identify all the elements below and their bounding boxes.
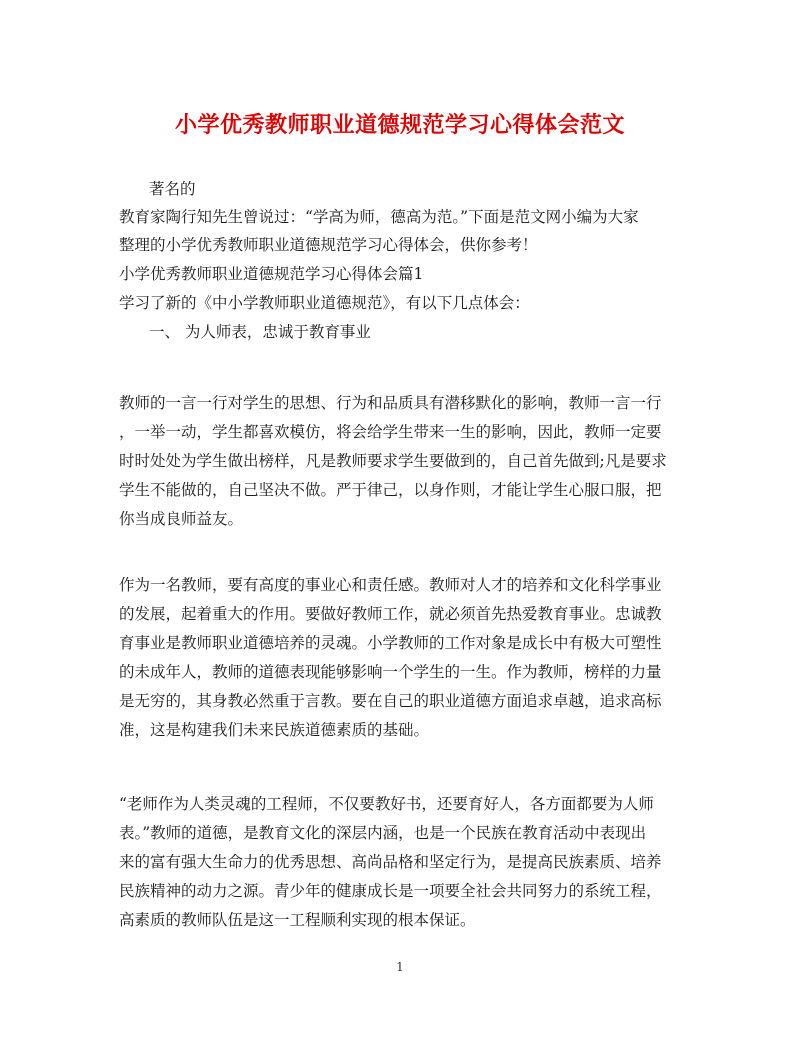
intro-line: 整理的小学优秀教师职业道德规范学习心得体会，供你参考！ xyxy=(119,236,538,254)
document-title: 小学优秀教师职业道德规范学习心得体会范文 xyxy=(174,112,625,138)
intro-line: 学习了新的《中小学教师职业道德规范》，有以下几点体会： xyxy=(119,294,530,312)
section-heading: 小学优秀教师职业道德规范学习心得体会篇1 xyxy=(119,265,424,283)
paragraph-3-line: “老师作为人类灵魂的工程师，不仅要教好书，还要育好人，各方面都要为人师 xyxy=(119,795,654,813)
paragraph-2-line: 准，这是构建我们未来民族道德素质的基础。 xyxy=(119,721,430,739)
paragraph-1-line: ，一举一动，学生都喜欢模仿，将会给学生带来一生的影响，因此，教师一定要 xyxy=(119,423,662,441)
paragraph-2-line: 是无穷的，其身教必然重于言教。要在自己的职业道德方面追求卓越，追求高标 xyxy=(119,692,662,710)
subsection-heading: 一、 为人师表，忠诚于教育事业 xyxy=(149,323,371,341)
intro-line: 教育家陶行知先生曾说过：“学高为师，德高为范。”下面是范文网小编为大家 xyxy=(119,208,639,226)
paragraph-3-line: 民族精神的动力之源。青少年的健康成长是一项要全社会共同努力的系统工程， xyxy=(119,882,662,900)
paragraph-2-line: 的发展，起着重大的作用。要做好教师工作，就必须首先热爱教育事业。忠诚教 xyxy=(119,605,662,623)
paragraph-1-line: 教师的一言一行对学生的思想、行为和品质具有潜移默化的影响，教师一言一行 xyxy=(119,394,662,412)
paragraph-2-line: 育事业是教师职业道德培养的灵魂。小学教师的工作对象是成长中有极大可塑性 xyxy=(119,634,662,652)
paragraph-2-line: 作为一名教师，要有高度的事业心和责任感。教师对人才的培养和文化科学事业 xyxy=(119,576,662,594)
paragraph-1-line: 学生不能做的，自己坚决不做。严于律己，以身作则，才能让学生心服口服，把 xyxy=(119,481,662,499)
page-number: 1 xyxy=(396,960,404,974)
paragraph-3-line: 高素质的教师队伍是这一工程顺利实现的根本保证。 xyxy=(119,911,476,929)
paragraph-2-line: 的未成年人，教师的道德表现能够影响一个学生的一生。作为教师，榜样的力量 xyxy=(119,663,662,681)
paragraph-1-line: 你当成良师益友。 xyxy=(119,510,244,528)
paragraph-3-line: 表。”教师的道德，是教育文化的深层内涵，也是一个民族在教育活动中表现出 xyxy=(119,824,647,842)
paragraph-3-line: 来的富有强大生命力的优秀思想、高尚品格和坚定行为，是提高民族素质、培养 xyxy=(119,853,662,871)
intro-line: 著名的 xyxy=(149,180,196,198)
paragraph-1-line: 时时处处为学生做出榜样，凡是教师要求学生要做到的，自己首先做到;凡是要求 xyxy=(119,452,667,470)
